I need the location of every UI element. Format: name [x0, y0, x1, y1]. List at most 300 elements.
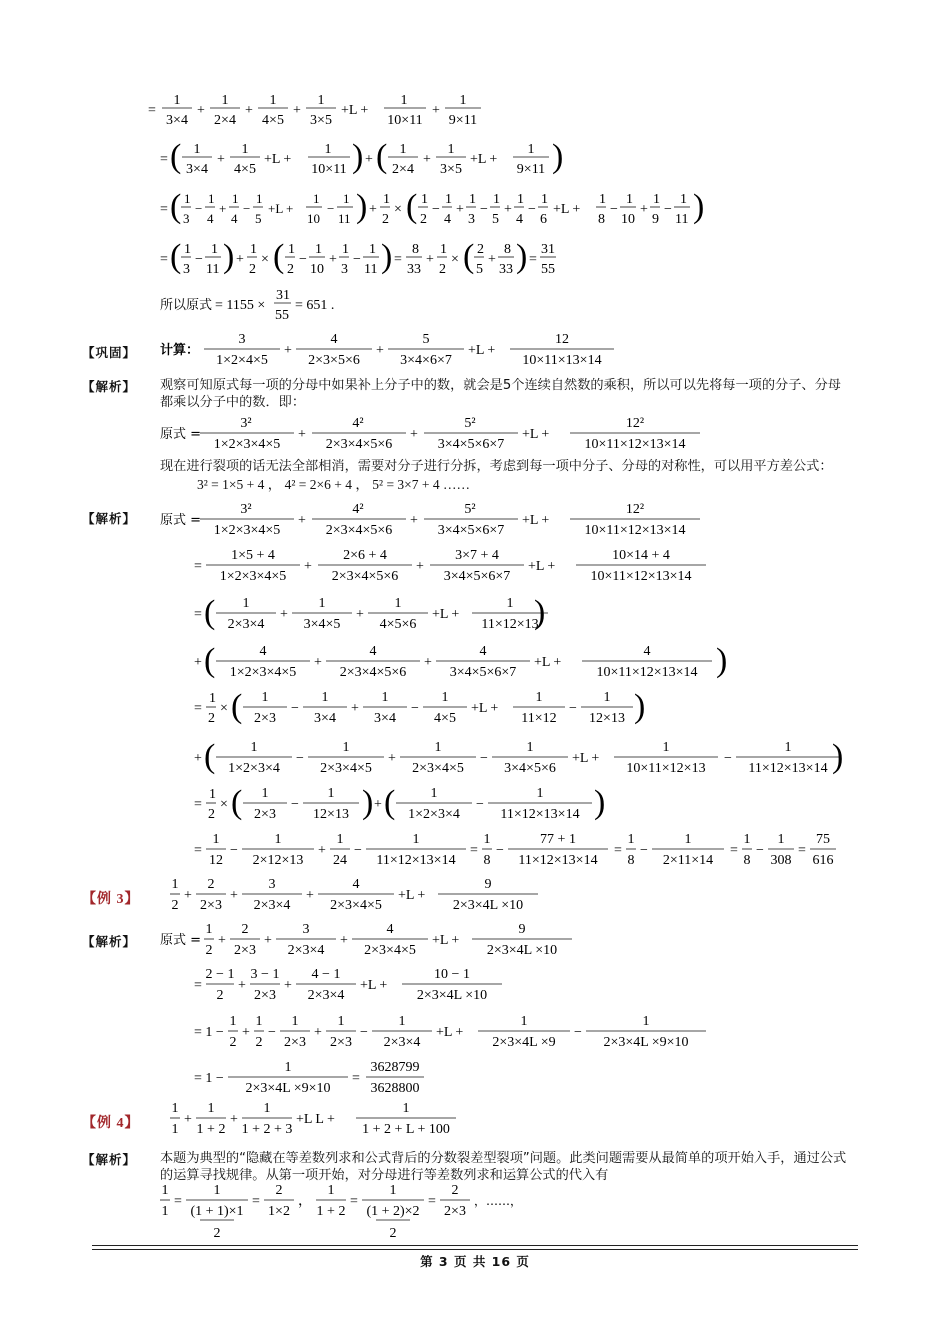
- svg-text:=: =: [174, 1194, 182, 1209]
- svg-text:2: 2: [255, 1035, 263, 1050]
- svg-text:+: +: [318, 843, 326, 858]
- svg-text:1×2: 1×2: [268, 1204, 290, 1219]
- svg-text:+: +: [280, 607, 288, 622]
- svg-text:(: (: [273, 238, 285, 275]
- example-4-label: 【例 4】: [82, 1116, 140, 1131]
- svg-text:4: 4: [444, 212, 451, 227]
- svg-text:8: 8: [743, 853, 751, 868]
- svg-text:5: 5: [476, 262, 483, 277]
- svg-text:1×2×3×4×5: 1×2×3×4×5: [213, 523, 281, 538]
- svg-text:31: 31: [276, 288, 290, 303]
- svg-text:2×3×4×5: 2×3×4×5: [320, 761, 372, 776]
- svg-text:+L +: +L +: [268, 201, 294, 216]
- svg-text:1: 1: [506, 596, 514, 611]
- svg-text:1: 1: [680, 192, 687, 207]
- svg-text:1: 1: [342, 740, 350, 755]
- svg-text:1: 1: [288, 242, 295, 257]
- svg-text:1: 1: [336, 832, 344, 847]
- svg-text:2×3×4: 2×3×4: [287, 943, 325, 958]
- svg-text:2: 2: [216, 988, 224, 1003]
- svg-text:2×3: 2×3: [200, 898, 222, 913]
- svg-text:+L +: +L +: [534, 655, 562, 670]
- svg-text:1: 1: [398, 1014, 406, 1029]
- svg-text:+L +: +L +: [398, 888, 426, 903]
- svg-text:=: =: [194, 559, 202, 574]
- svg-text:1: 1: [536, 786, 544, 801]
- svg-text:1: 1: [627, 832, 635, 847]
- svg-text:=: =: [194, 797, 202, 812]
- svg-text:2: 2: [171, 898, 179, 913]
- svg-text:×: ×: [220, 797, 228, 812]
- svg-text:+: +: [488, 252, 496, 267]
- svg-text:+L +: +L +: [528, 559, 556, 574]
- svg-text:−: −: [528, 202, 536, 217]
- svg-text:+: +: [217, 152, 225, 167]
- svg-text:2: 2: [241, 922, 249, 937]
- svg-text:): ): [634, 688, 646, 725]
- svg-text:4: 4: [369, 644, 377, 659]
- svg-text:(: (: [204, 594, 216, 631]
- svg-text:−: −: [610, 202, 618, 217]
- svg-text:−: −: [664, 202, 672, 217]
- svg-text:1: 1: [343, 191, 350, 206]
- analysis-label-4: 【解析】: [82, 1152, 137, 1167]
- svg-text:1: 1: [313, 191, 320, 206]
- svg-text:×: ×: [451, 252, 459, 267]
- svg-text:11: 11: [675, 212, 689, 227]
- consolidation-label: 【巩固】: [82, 345, 137, 360]
- svg-text:+: +: [230, 1112, 238, 1127]
- svg-text:12: 12: [555, 332, 569, 347]
- svg-text:1: 1: [327, 1183, 335, 1198]
- svg-text:2: 2: [213, 1226, 221, 1241]
- svg-text:1: 1: [469, 192, 476, 207]
- svg-text:原式 =: 原式 =: [160, 513, 202, 528]
- svg-text:+L +: +L +: [470, 152, 498, 167]
- svg-text:−: −: [496, 843, 504, 858]
- svg-text:10×14 + 4: 10×14 + 4: [612, 548, 670, 563]
- svg-text:308: 308: [770, 853, 792, 868]
- svg-text:1 + 2 + 3: 1 + 2 + 3: [241, 1122, 293, 1137]
- svg-text:(: (: [170, 138, 182, 175]
- svg-text:3×4: 3×4: [314, 711, 336, 726]
- svg-text:2×3: 2×3: [444, 1204, 466, 1219]
- svg-text:−: −: [756, 843, 764, 858]
- analysis-label-2: 【解析】: [82, 511, 137, 526]
- svg-text:8: 8: [598, 212, 605, 227]
- analysis-label-3: 【解析】: [82, 934, 137, 949]
- svg-text:3×4×5×6×7: 3×4×5×6×7: [449, 665, 517, 680]
- svg-text:= 1 −: = 1 −: [194, 1071, 224, 1086]
- svg-text:2×4: 2×4: [214, 113, 236, 128]
- svg-text:1: 1: [662, 740, 670, 755]
- svg-text:−: −: [569, 701, 577, 716]
- svg-text:2×3: 2×3: [254, 807, 276, 822]
- svg-text:1: 1: [369, 242, 376, 257]
- svg-text:8: 8: [412, 242, 419, 257]
- svg-text:2×3×4×5: 2×3×4×5: [364, 943, 416, 958]
- svg-text:1: 1: [389, 1183, 397, 1198]
- example-4-derivation: [0, 1180, 950, 1244]
- svg-text:+L +: +L +: [436, 1025, 464, 1040]
- svg-text:): ): [223, 238, 235, 275]
- svg-text:3: 3: [468, 212, 475, 227]
- top-derivation: [0, 0, 950, 330]
- svg-text:+: +: [197, 103, 205, 118]
- svg-text:): ): [352, 138, 364, 175]
- svg-text:1: 1: [261, 786, 269, 801]
- svg-text:1: 1: [527, 142, 535, 157]
- svg-text:55: 55: [275, 308, 289, 323]
- svg-text:−: −: [296, 751, 304, 766]
- svg-text:1: 1: [653, 192, 660, 207]
- svg-text:+: +: [284, 978, 292, 993]
- svg-text:+: +: [236, 252, 244, 267]
- svg-text:31: 31: [541, 242, 555, 257]
- svg-text:+L L +: +L L +: [296, 1112, 335, 1127]
- svg-text:8: 8: [627, 853, 635, 868]
- svg-text:1: 1: [399, 142, 407, 157]
- svg-text:= 651 .: = 651 .: [295, 298, 335, 313]
- svg-text:1: 1: [315, 242, 322, 257]
- svg-text:，: ，: [298, 1194, 312, 1209]
- svg-text:3628799: 3628799: [370, 1060, 420, 1075]
- svg-text:(: (: [170, 188, 182, 225]
- analysis-derivation: [0, 490, 950, 880]
- svg-text:): ): [381, 238, 393, 275]
- svg-text:(: (: [204, 738, 216, 775]
- svg-text:1: 1: [459, 93, 467, 108]
- svg-text:3×4×5×6: 3×4×5×6: [504, 761, 556, 776]
- svg-text:2 − 1: 2 − 1: [205, 967, 235, 982]
- svg-text:2: 2: [207, 877, 215, 892]
- svg-text:=: =: [350, 1194, 358, 1209]
- svg-text:1: 1: [207, 1101, 215, 1116]
- svg-text:3×5: 3×5: [440, 162, 462, 177]
- svg-text:): ): [594, 784, 606, 821]
- svg-text:3: 3: [268, 877, 276, 892]
- svg-text:2×3×4×5×6: 2×3×4×5×6: [325, 523, 393, 538]
- svg-text:1: 1: [212, 832, 220, 847]
- svg-text:1: 1: [327, 786, 335, 801]
- svg-text:3×7 + 4: 3×7 + 4: [455, 548, 499, 563]
- svg-text:=: =: [470, 843, 478, 858]
- svg-text:2×3: 2×3: [284, 1035, 306, 1050]
- svg-text:+: +: [298, 427, 306, 442]
- svg-text:2: 2: [389, 1226, 397, 1241]
- svg-text:+: +: [456, 202, 464, 217]
- svg-text:): ): [534, 594, 546, 631]
- svg-text:12×13: 12×13: [313, 807, 349, 822]
- svg-text:−: −: [230, 843, 238, 858]
- svg-text:2×4: 2×4: [392, 162, 414, 177]
- svg-text:11×12×13×14: 11×12×13×14: [500, 807, 580, 822]
- svg-text:9×11: 9×11: [448, 113, 478, 128]
- svg-text:(: (: [231, 688, 243, 725]
- svg-text:9: 9: [518, 922, 526, 937]
- svg-text:(: (: [406, 188, 418, 225]
- svg-text:10×11×12×13×14: 10×11×12×13×14: [590, 569, 692, 584]
- svg-text:2×3×4L ×9: 2×3×4L ×9: [492, 1035, 556, 1050]
- svg-text:+: +: [314, 655, 322, 670]
- svg-text:=: =: [428, 1194, 436, 1209]
- svg-text:=: =: [160, 252, 168, 267]
- svg-text:2×3: 2×3: [254, 711, 276, 726]
- svg-text:3×4×5×6×7: 3×4×5×6×7: [437, 523, 505, 538]
- analysis-paragraph-3: 本题为典型的“隐藏在等差数列求和公式背后的分数裂差型裂项”问题。此类问题需要从最简单的项开始入手，通过公式的运算寻找规律。从第一项开始，对分母进行等差数列求和运算公式的代入有: [160, 1151, 847, 1183]
- svg-text:1: 1: [784, 740, 792, 755]
- svg-text:): ): [516, 238, 528, 275]
- svg-text:1: 1: [261, 690, 269, 705]
- svg-text:1: 1: [241, 142, 249, 157]
- svg-text:1: 1: [541, 192, 548, 207]
- example-4-problem: [0, 1094, 950, 1144]
- example-3-label: 【例 3】: [82, 892, 140, 907]
- svg-text:1×2×4×5: 1×2×4×5: [216, 353, 268, 368]
- svg-text:3: 3: [183, 262, 190, 277]
- svg-text:33: 33: [499, 262, 513, 277]
- svg-text:): ): [356, 188, 368, 225]
- svg-text:=: =: [529, 252, 537, 267]
- svg-text:+: +: [184, 888, 192, 903]
- svg-text:2×3×4×5×6: 2×3×4×5×6: [325, 437, 393, 452]
- svg-text:1: 1: [394, 596, 402, 611]
- svg-text:1: 1: [205, 922, 213, 937]
- svg-text:1: 1: [161, 1183, 169, 1198]
- svg-text:3²: 3²: [240, 502, 252, 517]
- svg-text:(: (: [231, 784, 243, 821]
- svg-text:1: 1: [171, 1101, 179, 1116]
- svg-text:1: 1: [184, 191, 191, 206]
- svg-text:10×11: 10×11: [311, 162, 347, 177]
- analysis-label: 【解析】: [82, 379, 137, 394]
- svg-text:+: +: [423, 152, 431, 167]
- svg-text:+: +: [410, 513, 418, 528]
- svg-text:计算：: 计算：: [160, 343, 200, 358]
- svg-text:1: 1: [321, 690, 329, 705]
- svg-text:=: =: [148, 103, 156, 118]
- svg-text:1: 1: [445, 192, 452, 207]
- svg-text:1×2×3×4×5: 1×2×3×4×5: [219, 569, 287, 584]
- svg-text:1: 1: [221, 93, 229, 108]
- svg-text:3×4: 3×4: [166, 113, 188, 128]
- svg-text:10×11×13×14: 10×11×13×14: [522, 353, 602, 368]
- page-footer: 第 3 页 共 16 页: [420, 1254, 530, 1269]
- svg-text:(1 + 1)×1: (1 + 1)×1: [190, 1204, 244, 1219]
- square-difference-formula: 3² = 1×5 + 4 ， 4² = 2×6 + 4 ， 5² = 3×7 + 4 ……: [197, 477, 471, 492]
- svg-text:11×12×13: 11×12×13: [481, 617, 539, 632]
- svg-text:1: 1: [684, 832, 692, 847]
- svg-text:+: +: [284, 343, 292, 358]
- svg-text:12: 12: [209, 853, 223, 868]
- svg-text:−: −: [476, 797, 484, 812]
- svg-text:1: 1: [171, 877, 179, 892]
- svg-text:8: 8: [504, 242, 511, 257]
- analysis-original-expression: [0, 410, 950, 454]
- svg-text:4×5×6: 4×5×6: [379, 617, 417, 632]
- svg-text:10: 10: [307, 211, 320, 226]
- svg-text:1: 1: [441, 690, 449, 705]
- svg-text:+: +: [184, 1112, 192, 1127]
- svg-text:): ): [552, 138, 564, 175]
- svg-text:+: +: [426, 252, 434, 267]
- svg-text:−: −: [243, 201, 251, 216]
- svg-text:1: 1: [412, 832, 420, 847]
- svg-text:+: +: [374, 797, 382, 812]
- svg-text:2×3×4: 2×3×4: [227, 617, 265, 632]
- svg-text:+L +: +L +: [522, 513, 550, 528]
- svg-text:3 − 1: 3 − 1: [250, 967, 280, 982]
- svg-text:=: =: [194, 978, 202, 993]
- svg-text:=: =: [160, 202, 168, 217]
- svg-text:1: 1: [173, 93, 181, 108]
- svg-text:): ): [693, 188, 705, 225]
- svg-text:+L +: +L +: [432, 933, 460, 948]
- svg-text:616: 616: [812, 853, 834, 868]
- svg-text:2×3×4: 2×3×4: [253, 898, 291, 913]
- svg-text:1: 1: [743, 832, 751, 847]
- svg-text:1: 1: [400, 93, 408, 108]
- svg-text:): ): [716, 642, 728, 679]
- svg-text:(1 + 2)×2: (1 + 2)×2: [366, 1204, 420, 1219]
- svg-text:2: 2: [208, 807, 215, 822]
- svg-text:1: 1: [211, 242, 218, 257]
- svg-text:10×11×12×13×14: 10×11×12×13×14: [584, 523, 686, 538]
- svg-text:12×13: 12×13: [589, 711, 625, 726]
- svg-text:+: +: [388, 751, 396, 766]
- svg-text:=: =: [614, 843, 622, 858]
- svg-text:10: 10: [310, 262, 324, 277]
- svg-text:9: 9: [652, 212, 659, 227]
- svg-text:9: 9: [484, 877, 492, 892]
- svg-text:−: −: [480, 202, 488, 217]
- svg-text:1: 1: [777, 832, 785, 847]
- svg-text:11: 11: [338, 211, 351, 226]
- svg-text:+: +: [416, 559, 424, 574]
- svg-text:1: 1: [535, 690, 543, 705]
- svg-text:1: 1: [318, 596, 326, 611]
- svg-text:−: −: [327, 201, 335, 216]
- svg-text:2: 2: [439, 262, 446, 277]
- svg-text:+L +: +L +: [264, 152, 292, 167]
- svg-text:−: −: [640, 843, 648, 858]
- svg-text:=: =: [730, 843, 738, 858]
- svg-text:2×11×14: 2×11×14: [662, 853, 714, 868]
- svg-text:1: 1: [517, 192, 524, 207]
- svg-text:+L +: +L +: [432, 607, 460, 622]
- svg-text:1: 1: [255, 1014, 263, 1029]
- svg-text:+: +: [194, 655, 202, 670]
- svg-text:1: 1: [263, 1101, 271, 1116]
- svg-text:11: 11: [364, 262, 378, 277]
- svg-text:4: 4: [231, 211, 238, 226]
- svg-text:×: ×: [394, 202, 402, 217]
- svg-text:+: +: [424, 655, 432, 670]
- svg-text:−: −: [353, 252, 361, 267]
- svg-text:11×12×13×14: 11×12×13×14: [518, 853, 598, 868]
- svg-text:12²: 12²: [625, 502, 645, 517]
- svg-text:3×4×5×6×7: 3×4×5×6×7: [437, 437, 505, 452]
- svg-text:10×11: 10×11: [387, 113, 423, 128]
- svg-text:3: 3: [183, 211, 190, 226]
- svg-text:33: 33: [407, 262, 421, 277]
- svg-text:+L +: +L +: [522, 427, 550, 442]
- svg-text:1: 1: [383, 192, 390, 207]
- svg-text:+: +: [245, 103, 253, 118]
- svg-text:75: 75: [816, 832, 830, 847]
- svg-text:9×11: 9×11: [516, 162, 546, 177]
- svg-text:1: 1: [213, 1183, 221, 1198]
- svg-text:=: =: [194, 843, 202, 858]
- svg-text:2: 2: [420, 212, 427, 227]
- svg-text:1: 1: [642, 1014, 650, 1029]
- analysis-paragraph: 观察可知原式每一项的分母中如果补上分子中的数，就会是5个连续自然数的乘积，所以可以先将每一项的分子、分母都乘以分子中的数．即：: [160, 378, 841, 410]
- svg-text:+: +: [293, 103, 301, 118]
- svg-text:2: 2: [451, 1183, 459, 1198]
- svg-text:4: 4: [207, 211, 214, 226]
- svg-text:+: +: [218, 933, 226, 948]
- svg-text:1: 1: [250, 740, 258, 755]
- svg-text:4: 4: [330, 332, 338, 347]
- svg-text:+: +: [432, 103, 440, 118]
- svg-text:原式 =: 原式 =: [160, 427, 202, 442]
- svg-text:3×4: 3×4: [374, 711, 396, 726]
- svg-text:3628800: 3628800: [370, 1081, 420, 1096]
- svg-text:5: 5: [492, 212, 499, 227]
- svg-text:2: 2: [249, 262, 256, 277]
- svg-text:2: 2: [205, 943, 213, 958]
- svg-text:+L +: +L +: [572, 751, 600, 766]
- svg-text:77 + 1: 77 + 1: [540, 832, 576, 847]
- svg-text:8: 8: [483, 853, 491, 868]
- svg-text:1: 1: [447, 142, 455, 157]
- svg-text:1: 1: [208, 191, 215, 206]
- svg-text:+: +: [369, 202, 377, 217]
- svg-text:3²: 3²: [240, 416, 252, 431]
- svg-text:4: 4: [479, 644, 487, 659]
- svg-text:11: 11: [206, 262, 220, 277]
- svg-text:2: 2: [382, 212, 389, 227]
- svg-text:2×6 + 4: 2×6 + 4: [343, 548, 387, 563]
- svg-text:+: +: [376, 343, 384, 358]
- svg-text:+: +: [351, 701, 359, 716]
- svg-text:+: +: [306, 888, 314, 903]
- svg-text:1×5 + 4: 1×5 + 4: [231, 548, 275, 563]
- svg-text:−: −: [268, 1025, 276, 1040]
- svg-text:+: +: [640, 202, 648, 217]
- svg-text:4: 4: [386, 922, 394, 937]
- svg-text:4×5: 4×5: [234, 162, 256, 177]
- svg-text:=: =: [352, 1071, 360, 1086]
- svg-text:−: −: [360, 1025, 368, 1040]
- svg-text:+: +: [304, 559, 312, 574]
- svg-text:1: 1: [526, 740, 534, 755]
- svg-text:2×3×4: 2×3×4: [307, 988, 345, 1003]
- svg-text:原式 =: 原式 =: [160, 933, 202, 948]
- svg-text:1×2×3×4: 1×2×3×4: [408, 807, 460, 822]
- svg-text:2×3×4×5×6: 2×3×4×5×6: [339, 665, 407, 680]
- svg-text:11×12: 11×12: [521, 711, 557, 726]
- svg-text:1: 1: [209, 691, 216, 706]
- svg-text:1: 1: [430, 786, 438, 801]
- svg-text:4: 4: [643, 644, 651, 659]
- svg-text:1: 1: [603, 690, 611, 705]
- svg-text:1: 1: [493, 192, 500, 207]
- svg-text:3×5: 3×5: [310, 113, 332, 128]
- svg-text:1×2×3×4×5: 1×2×3×4×5: [229, 665, 297, 680]
- svg-text:3: 3: [341, 262, 348, 277]
- svg-text:55: 55: [541, 262, 555, 277]
